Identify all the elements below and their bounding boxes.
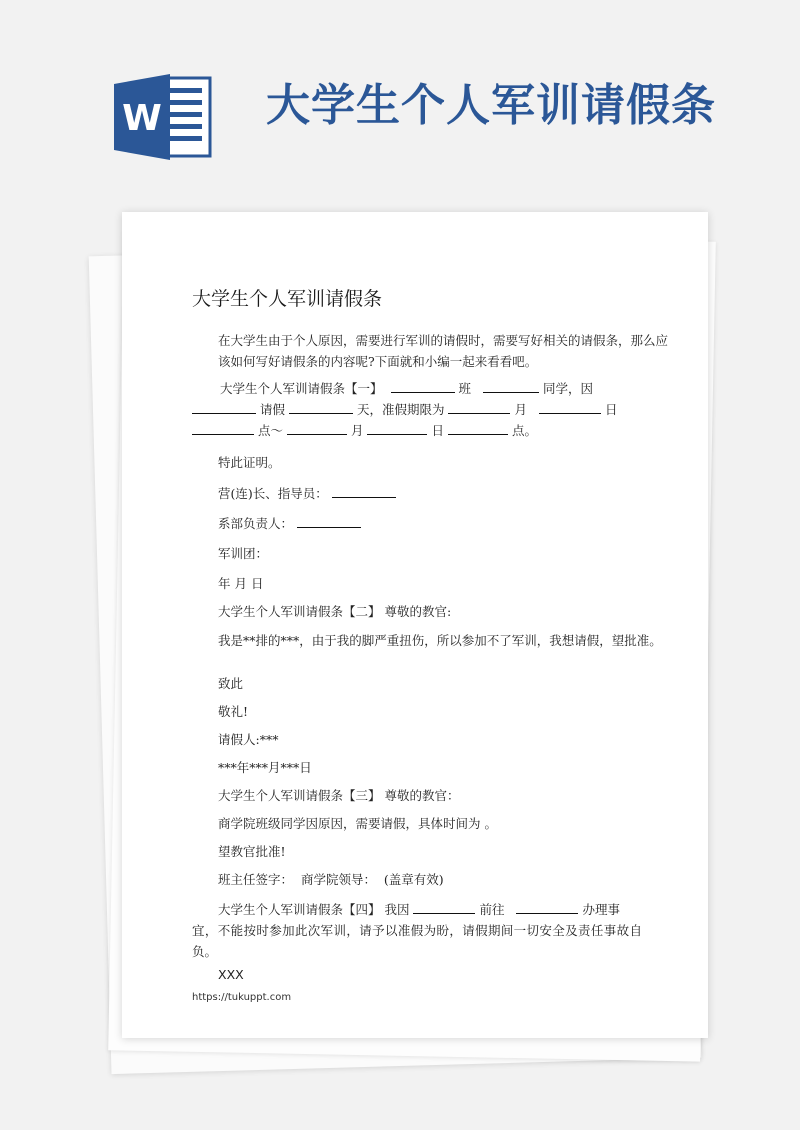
blank-day-start [539,401,601,414]
blank-month-end [287,422,347,435]
form4-signer: XXX [218,967,244,982]
blank-hour-end [448,422,508,435]
svg-text:W: W [122,98,162,139]
header-banner [0,0,800,200]
document-page [122,212,708,1038]
form1-dian-end: 点。 [511,423,537,438]
blank-class [391,380,455,393]
form3-heading: 大学生个人军训请假条【三】 尊敬的教官： [218,788,460,803]
camp-leader-label: 营(连)长、指导员： [218,486,328,501]
form1-ban: 班 [458,381,471,396]
blank-hour-start [192,422,254,435]
form1-qingjia: 请假 [259,402,285,417]
dept-head-label: 系部负责人： [218,516,294,531]
form4-heading: 大学生个人军训请假条【四】 我因 [218,902,410,917]
form1-line2 [192,399,642,420]
blank-days [289,401,353,414]
form1-yue2: 月 [350,423,364,438]
footer-url: https://tukuppt.com [192,992,292,1003]
form2-jingli: 敬礼! [218,704,249,719]
date-line: 年 月 日 [218,576,264,591]
form2-heading: 大学生个人军训请假条【二】 尊敬的教官: [218,604,452,619]
form1-dian-to: 点～ [257,423,283,438]
form2-body: 我是**排的***，由于我的脚严重扭伤，所以参加不了军训，我想请假，望批准。 [218,633,662,648]
word-icon [112,72,214,162]
camp-leader-line [192,483,668,504]
form2-applicant: 请假人:*** [218,732,279,747]
blank-destination [516,901,578,914]
form4-line1 [192,899,642,920]
regiment-line: 军训团： [218,546,269,561]
blank-dept-head [297,515,361,528]
form1-tian: 天，准假期限为 [356,402,445,417]
form1-line3 [192,420,642,441]
form1-yue: 月 [514,402,527,417]
blank-reason [192,401,256,414]
form1-ri: 日 [604,402,618,417]
form3-body: 商学院班级同学因原因，需要请假，具体时间为 。 [218,816,497,831]
form4-qianwang: 前往 [479,902,505,917]
banner-title: 大学生个人军训请假条 [266,80,716,131]
dept-head-line [192,513,668,534]
form2-date: ***年***月***日 [218,760,312,775]
form3-approve: 望教官批准! [218,844,286,859]
form3-signatures: 班主任签字： 商学院领导： (盖章有效) [218,872,444,887]
form1-tongxue: 同学，因 [542,381,593,396]
form1-line1 [192,378,642,399]
form4-banli: 办理事 [582,902,620,917]
blank-month-start [448,401,510,414]
blank-camp-leader [332,485,396,498]
blank-student [483,380,539,393]
intro-paragraph: 在大学生由于个人原因，需要进行军训的请假时，需要写好相关的请假条，那么应该如何写好请假条的内容呢?下面就和小编一起来看看吧。 [218,333,669,369]
form2-zhici: 致此 [218,676,244,691]
certify-line: 特此证明。 [218,455,281,470]
document-title: 大学生个人军训请假条 [192,288,383,310]
form1-ri2: 日 [431,423,444,438]
form1-heading: 大学生个人军训请假条【一】 [220,381,383,396]
form4-rest: 宜，不能按时参加此次军训，请予以准假为盼，请假期间一切安全及责任事故自负。 [192,923,642,959]
blank-reason-4 [413,901,475,914]
blank-day-end [367,422,427,435]
